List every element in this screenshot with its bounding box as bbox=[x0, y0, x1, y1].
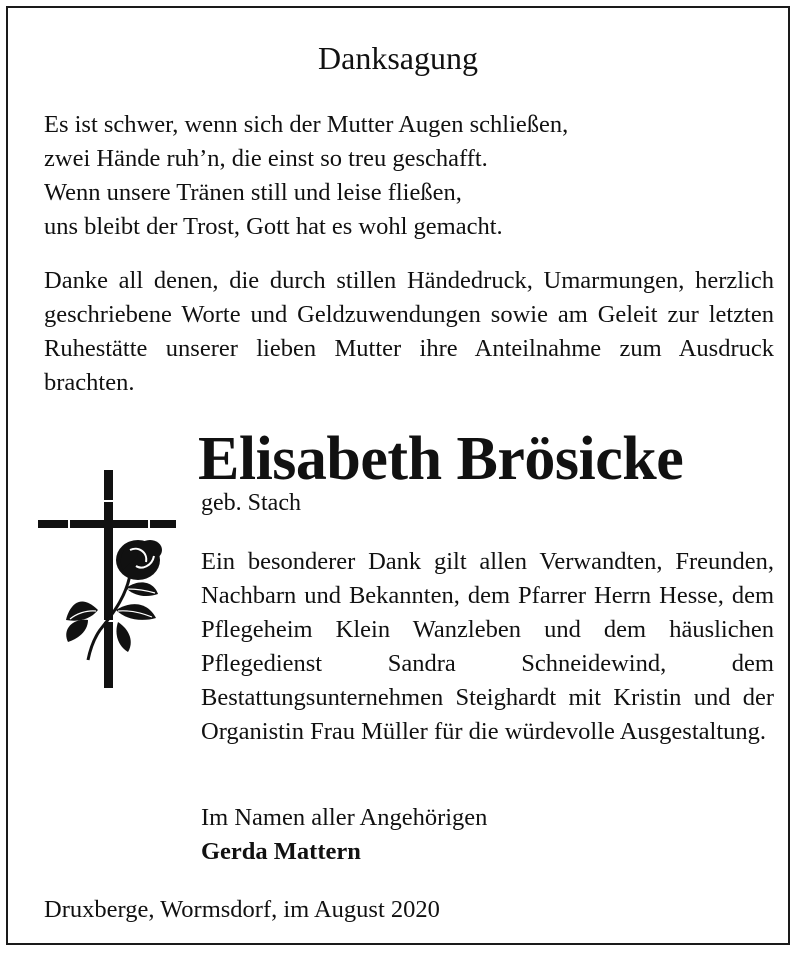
poem-line: zwei Hände ruh’n, die einst so treu geschafft. bbox=[44, 145, 488, 172]
notice-heading: Danksagung bbox=[318, 40, 478, 76]
thanks-paragraph: Danke all denen, die durch stillen Händedruck, Umarmungen, herzlich geschriebene Worte und Geldzuwendungen sowie am Geleit zur letzten Ruhestätte unserer lieben Mutter ihre Anteilnahme zum Ausdruck brachten. bbox=[44, 267, 774, 396]
notice-frame bbox=[6, 6, 790, 945]
poem bbox=[44, 108, 764, 244]
poem-line: Es ist schwer, wenn sich der Mutter Augen schließen, bbox=[44, 111, 569, 138]
cross-with-rose-icon bbox=[38, 470, 183, 688]
poem-line: uns bleibt der Trost, Gott hat es wohl gemacht. bbox=[44, 213, 503, 240]
special-thanks-paragraph: Ein besonderer Dank gilt allen Verwandten, Freunden, Nachbarn und Bekannten, dem Pfarrer Herrn Hesse, dem Pflegeheim Klein Wanzleben und dem häuslichen Pflegedienst Sandra Schneidewind, dem Bestattungsunternehmen Steighardt mit Kristin und der Organistin Frau Müller für die würdevolle Ausgestaltung. bbox=[201, 548, 774, 745]
poem-line: Wenn unsere Tränen still und leise fließen, bbox=[44, 179, 462, 206]
signer-name: Gerda Mattern bbox=[201, 838, 361, 865]
maiden-name: geb. Stach bbox=[201, 490, 301, 516]
deceased-name: Elisabeth Brösicke bbox=[198, 425, 684, 493]
signoff bbox=[201, 801, 487, 869]
place-date: Druxberge, Wormsdorf, im August 2020 bbox=[44, 896, 440, 923]
signoff-intro: Im Namen aller Angehörigen bbox=[201, 804, 488, 831]
